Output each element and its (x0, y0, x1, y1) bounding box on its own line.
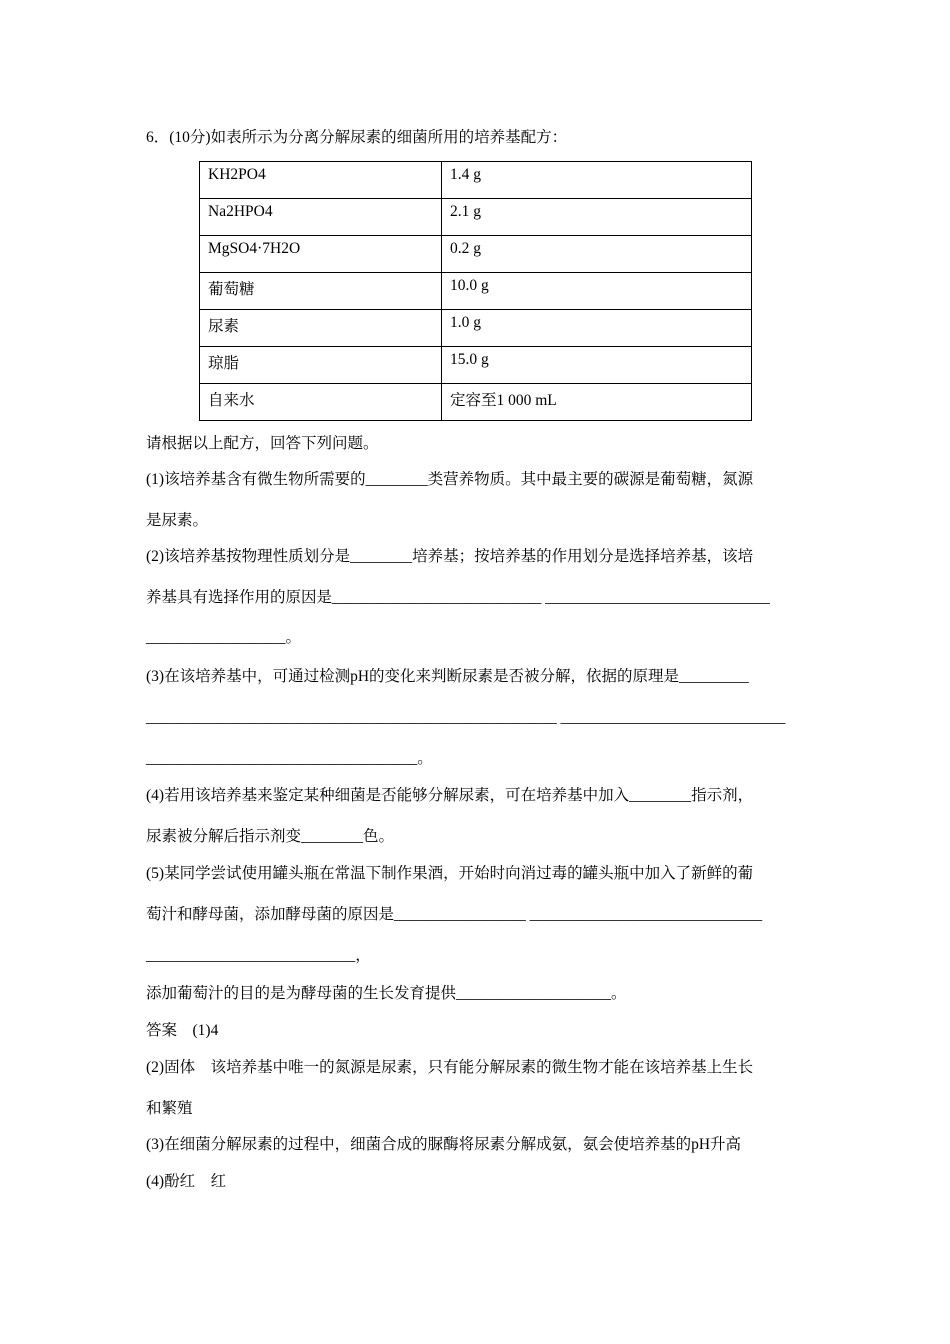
answer-line: (4)酚红 红 (146, 1173, 227, 1190)
amount-cell: 10.0 g (442, 273, 752, 310)
ingredient-cell: 尿素 (200, 310, 442, 347)
amount-cell: 15.0 g (442, 347, 752, 384)
amount-cell: 1.4 g (442, 162, 752, 199)
table-row (200, 310, 752, 347)
ingredient-cell: 琼脂 (200, 347, 442, 384)
table-row (200, 273, 752, 310)
question-line: _____________________________________________________ _____________________________ (146, 709, 786, 726)
question-line: __________________。 (146, 629, 302, 646)
table-row (200, 384, 752, 421)
answer-line: (3)在细菌分解尿素的过程中，细菌合成的脲酶将尿素分解成氨，氨会使培养基的pH升高 (146, 1136, 742, 1153)
question-line: ___________________________， (146, 947, 371, 964)
ingredient-cell: 葡萄糖 (200, 273, 442, 310)
question-line: (5)某同学尝试使用罐头瓶在常温下制作果酒，开始时向消过毒的罐头瓶中加入了新鲜的葡 (146, 865, 754, 882)
question-line: 是尿素。 (146, 512, 209, 529)
table-row (200, 162, 752, 199)
question-line: 添加葡萄汁的目的是为酵母菌的生长发育提供____________________。 (146, 985, 627, 1002)
ingredient-cell: KH2PO4 (200, 162, 442, 199)
question-line: 尿素被分解后指示剂变________色。 (146, 828, 395, 845)
table-row (200, 236, 752, 273)
amount-cell: 0.2 g (442, 236, 752, 273)
question-line: 养基具有选择作用的原因是___________________________ _____________________________ (146, 589, 770, 606)
ingredient-cell: 自来水 (200, 384, 442, 421)
ingredient-cell: Na2HPO4 (200, 199, 442, 236)
question-title: 6．(10分)如表所示为分离分解尿素的细菌所用的培养基配方： (146, 129, 568, 146)
question-line: (3)在该培养基中，可通过检测pH的变化来判断尿素是否被分解，依据的原理是_________ (146, 668, 749, 685)
ingredient-cell: MgSO4·7H2O (200, 236, 442, 273)
question-prompt: 请根据以上配方，回答下列问题。 (146, 435, 379, 452)
amount-cell: 2.1 g (442, 199, 752, 236)
question-line: 萄汁和酵母菌，添加酵母菌的原因是_________________ ______________________________ (146, 906, 763, 923)
answer-line: 答案 (1)4 (146, 1022, 219, 1039)
question-line: ___________________________________。 (146, 750, 433, 767)
question-line: (1)该培养基含有微生物所需要的________类营养物质。其中最主要的碳源是葡萄糖，氮源 (146, 471, 754, 488)
answer-line: (2)固体 该培养基中唯一的氮源是尿素，只有能分解尿素的微生物才能在该培养基上生长 (146, 1059, 754, 1076)
amount-cell: 定容至1 000 mL (442, 384, 752, 421)
answer-line: 和繁殖 (146, 1100, 193, 1117)
table-row (200, 347, 752, 384)
amount-cell: 1.0 g (442, 310, 752, 347)
recipe-table (199, 161, 752, 421)
question-line: (4)若用该培养基来鉴定某种细菌是否能够分解尿素，可在培养基中加入________指示剂， (146, 787, 754, 804)
question-line: (2)该培养基按物理性质划分是________培养基；按培养基的作用划分是选择培养基，该培 (146, 548, 754, 565)
table-row (200, 199, 752, 236)
